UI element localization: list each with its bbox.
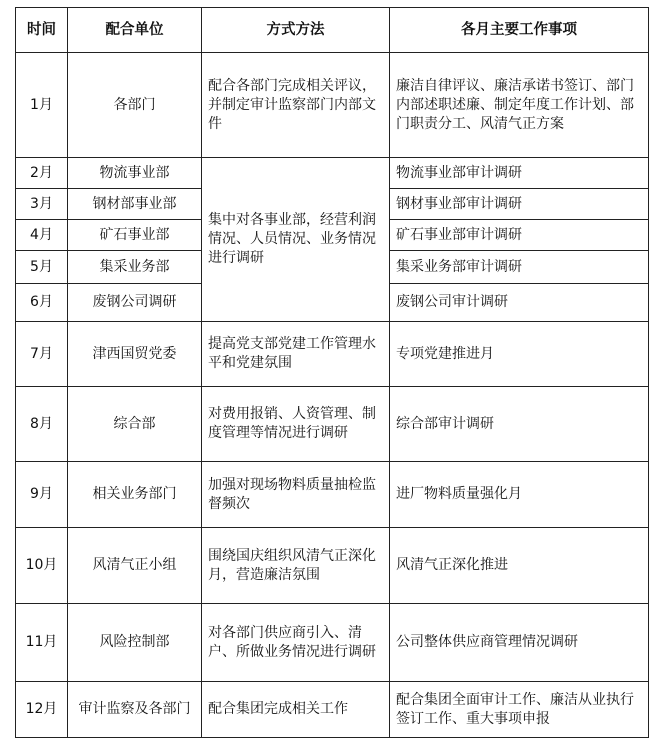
cell-items: 公司整体供应商管理情况调研 <box>390 604 649 682</box>
cell-method: 加强对现场物料质量抽检监督频次 <box>202 462 390 528</box>
cell-unit: 物流事业部 <box>68 158 202 189</box>
cell-items: 进厂物料质量强化月 <box>390 462 649 528</box>
cell-unit: 津西国贸党委 <box>68 322 202 387</box>
cell-unit: 风清气正小组 <box>68 528 202 604</box>
cell-unit: 集采业务部 <box>68 251 202 284</box>
table-row <box>16 387 649 462</box>
cell-unit: 各部门 <box>68 53 202 158</box>
cell-items: 废钢公司审计调研 <box>390 284 649 322</box>
table-row <box>16 682 649 738</box>
cell-month: 5月 <box>16 251 68 284</box>
cell-month: 9月 <box>16 462 68 528</box>
work-plan-table <box>15 7 649 738</box>
table-row <box>16 604 649 682</box>
cell-method: 对费用报销、人资管理、制度管理等情况进行调研 <box>202 387 390 462</box>
cell-month: 11月 <box>16 604 68 682</box>
cell-items: 配合集团全面审计工作、廉洁从业执行签订工作、重大事项申报 <box>390 682 649 738</box>
cell-method: 对各部门供应商引入、清户、所做业务情况进行调研 <box>202 604 390 682</box>
cell-unit: 废钢公司调研 <box>68 284 202 322</box>
cell-month: 10月 <box>16 528 68 604</box>
cell-method-merged: 集中对各事业部，经营利润情况、人员情况、业务情况进行调研 <box>202 158 390 322</box>
cell-month: 12月 <box>16 682 68 738</box>
cell-unit: 风险控制部 <box>68 604 202 682</box>
cell-method: 提高党支部党建工作管理水平和党建氛围 <box>202 322 390 387</box>
header-items: 各月主要工作事项 <box>390 8 649 53</box>
header-unit: 配合单位 <box>68 8 202 53</box>
header-row <box>16 8 649 53</box>
table-row <box>16 462 649 528</box>
cell-items: 廉洁自律评议、廉洁承诺书签订、部门内部述职述廉、制定年度工作计划、部门职责分工、风清气正方案 <box>390 53 649 158</box>
cell-month: 4月 <box>16 220 68 251</box>
table-row <box>16 528 649 604</box>
cell-month: 7月 <box>16 322 68 387</box>
table-row <box>16 158 649 189</box>
cell-unit: 钢材部事业部 <box>68 189 202 220</box>
table-row <box>16 53 649 158</box>
cell-method: 配合各部门完成相关评议，并制定审计监察部门内部文件 <box>202 53 390 158</box>
cell-items: 矿石事业部审计调研 <box>390 220 649 251</box>
cell-month: 3月 <box>16 189 68 220</box>
cell-method: 配合集团完成相关工作 <box>202 682 390 738</box>
cell-unit: 矿石事业部 <box>68 220 202 251</box>
cell-month: 6月 <box>16 284 68 322</box>
header-time: 时间 <box>16 8 68 53</box>
table-row <box>16 322 649 387</box>
cell-items: 集采业务部审计调研 <box>390 251 649 284</box>
cell-unit: 审计监察及各部门 <box>68 682 202 738</box>
cell-items: 风清气正深化推进 <box>390 528 649 604</box>
cell-items: 专项党建推进月 <box>390 322 649 387</box>
cell-items: 物流事业部审计调研 <box>390 158 649 189</box>
header-method: 方式方法 <box>202 8 390 53</box>
cell-month: 1月 <box>16 53 68 158</box>
cell-month: 8月 <box>16 387 68 462</box>
cell-unit: 相关业务部门 <box>68 462 202 528</box>
cell-items: 综合部审计调研 <box>390 387 649 462</box>
cell-month: 2月 <box>16 158 68 189</box>
cell-unit: 综合部 <box>68 387 202 462</box>
cell-items: 钢材事业部审计调研 <box>390 189 649 220</box>
cell-method: 围绕国庆组织风清气正深化月，营造廉洁氛围 <box>202 528 390 604</box>
